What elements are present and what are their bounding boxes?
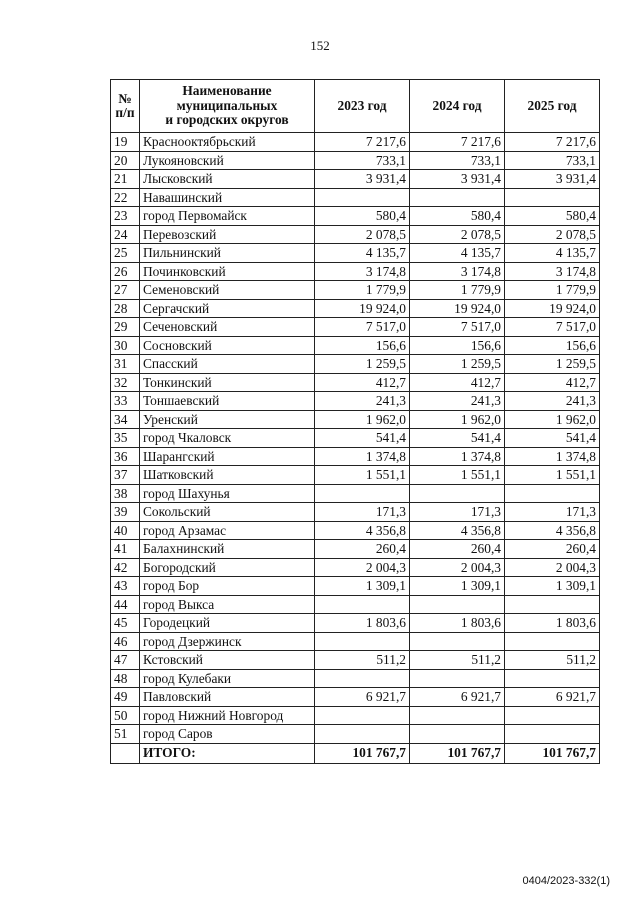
row-number: 47 [111,651,140,670]
table-header-row [111,80,600,133]
value-2025: 580,4 [505,207,600,226]
column-header-2023: 2023 год [315,80,410,133]
column-header-number-label: № п/п [115,90,135,120]
municipality-name: Сокольский [140,503,315,522]
value-2024: 7 517,0 [410,318,505,337]
row-number: 33 [111,392,140,411]
value-2023: 733,1 [315,151,410,170]
municipality-name: Сосновский [140,336,315,355]
table-row [111,447,600,466]
value-2024 [410,632,505,651]
municipality-name: город Кулебаки [140,669,315,688]
municipality-name: Лукояновский [140,151,315,170]
row-number: 42 [111,558,140,577]
row-number: 46 [111,632,140,651]
table-row [111,299,600,318]
total-number-cell [111,743,140,763]
value-2024: 541,4 [410,429,505,448]
value-2023: 260,4 [315,540,410,559]
table-row [111,706,600,725]
value-2023: 6 921,7 [315,688,410,707]
row-number: 36 [111,447,140,466]
municipality-name: город Дзержинск [140,632,315,651]
table-row [111,725,600,744]
value-2023 [315,725,410,744]
value-2024: 4 356,8 [410,521,505,540]
municipality-name: Перевозский [140,225,315,244]
value-2023: 4 135,7 [315,244,410,263]
document-code: 0404/2023-332(1) [522,875,610,887]
value-2025: 1 374,8 [505,447,600,466]
value-2025 [505,595,600,614]
value-2024: 1 803,6 [410,614,505,633]
value-2025: 3 174,8 [505,262,600,281]
row-number: 50 [111,706,140,725]
value-2025: 1 309,1 [505,577,600,596]
value-2024: 19 924,0 [410,299,505,318]
row-number: 22 [111,188,140,207]
municipality-name: Уренский [140,410,315,429]
value-2023 [315,706,410,725]
table-row [111,595,600,614]
row-number: 26 [111,262,140,281]
total-2023: 101 767,7 [315,743,410,763]
value-2025 [505,188,600,207]
value-2025: 156,6 [505,336,600,355]
value-2023: 156,6 [315,336,410,355]
value-2024: 7 217,6 [410,133,505,152]
municipality-name: город Выкса [140,595,315,614]
value-2023: 2 078,5 [315,225,410,244]
municipality-name: Балахнинский [140,540,315,559]
municipality-name: Семеновский [140,281,315,300]
value-2023: 19 924,0 [315,299,410,318]
row-number: 23 [111,207,140,226]
table-row [111,521,600,540]
value-2024 [410,188,505,207]
row-number: 28 [111,299,140,318]
municipality-name: Пильнинский [140,244,315,263]
value-2025: 541,4 [505,429,600,448]
value-2025: 4 356,8 [505,521,600,540]
column-header-name [140,80,315,133]
value-2023: 580,4 [315,207,410,226]
value-2023: 241,3 [315,392,410,411]
municipality-name: Шатковский [140,466,315,485]
value-2025: 4 135,7 [505,244,600,263]
municipality-name: Городецкий [140,614,315,633]
table-row [111,651,600,670]
value-2023 [315,595,410,614]
row-number: 20 [111,151,140,170]
municipality-name: Лысковский [140,170,315,189]
value-2023: 541,4 [315,429,410,448]
value-2025 [505,632,600,651]
value-2025: 6 921,7 [505,688,600,707]
value-2024 [410,706,505,725]
value-2025: 7 517,0 [505,318,600,337]
value-2023 [315,669,410,688]
table-row [111,262,600,281]
value-2025 [505,706,600,725]
value-2025: 1 779,9 [505,281,600,300]
row-number: 24 [111,225,140,244]
budget-table [110,79,600,764]
value-2023: 1 309,1 [315,577,410,596]
value-2024: 1 779,9 [410,281,505,300]
table-row [111,558,600,577]
value-2024: 171,3 [410,503,505,522]
value-2024: 156,6 [410,336,505,355]
row-number: 27 [111,281,140,300]
value-2024 [410,669,505,688]
row-number: 21 [111,170,140,189]
table-row [111,225,600,244]
value-2024: 241,3 [410,392,505,411]
row-number: 44 [111,595,140,614]
value-2025 [505,669,600,688]
row-number: 48 [111,669,140,688]
value-2025: 3 931,4 [505,170,600,189]
value-2025: 241,3 [505,392,600,411]
table-row [111,188,600,207]
value-2024: 3 931,4 [410,170,505,189]
table-row [111,429,600,448]
value-2024 [410,595,505,614]
row-number: 43 [111,577,140,596]
table-row [111,373,600,392]
value-2025: 2 004,3 [505,558,600,577]
row-number: 29 [111,318,140,337]
value-2023 [315,632,410,651]
value-2023: 1 551,1 [315,466,410,485]
column-header-number [111,80,140,133]
value-2025: 1 259,5 [505,355,600,374]
row-number: 30 [111,336,140,355]
value-2025 [505,725,600,744]
municipality-name: Спасский [140,355,315,374]
value-2024: 1 374,8 [410,447,505,466]
municipality-name: город Чкаловск [140,429,315,448]
value-2025: 1 803,6 [505,614,600,633]
table-row [111,410,600,429]
table-body [111,133,600,744]
value-2023: 3 174,8 [315,262,410,281]
row-number: 19 [111,133,140,152]
total-2024: 101 767,7 [410,743,505,763]
municipality-name: Шарангский [140,447,315,466]
value-2023: 1 803,6 [315,614,410,633]
value-2024: 580,4 [410,207,505,226]
row-number: 32 [111,373,140,392]
municipality-name: город Бор [140,577,315,596]
row-number: 41 [111,540,140,559]
value-2023: 7 217,6 [315,133,410,152]
value-2023: 2 004,3 [315,558,410,577]
table-row [111,577,600,596]
value-2024: 511,2 [410,651,505,670]
value-2025: 7 217,6 [505,133,600,152]
value-2025: 1 551,1 [505,466,600,485]
municipality-name: город Арзамас [140,521,315,540]
value-2024: 733,1 [410,151,505,170]
value-2024: 2 004,3 [410,558,505,577]
table-row [111,318,600,337]
table-row [111,632,600,651]
table-row [111,355,600,374]
row-number: 51 [111,725,140,744]
value-2024: 260,4 [410,540,505,559]
value-2024: 412,7 [410,373,505,392]
municipality-name: Навашинский [140,188,315,207]
row-number: 37 [111,466,140,485]
value-2023 [315,188,410,207]
value-2025: 733,1 [505,151,600,170]
table-row [111,503,600,522]
value-2023: 7 517,0 [315,318,410,337]
column-header-2024: 2024 год [410,80,505,133]
total-2025: 101 767,7 [505,743,600,763]
municipality-name: город Нижний Новгород [140,706,315,725]
value-2023: 171,3 [315,503,410,522]
municipality-name: Тоншаевский [140,392,315,411]
value-2024 [410,484,505,503]
value-2023: 1 259,5 [315,355,410,374]
value-2024 [410,725,505,744]
municipality-name: Богородский [140,558,315,577]
municipality-name: Кстовский [140,651,315,670]
municipality-name: город Саров [140,725,315,744]
table-row [111,281,600,300]
total-row [111,743,600,763]
table-row [111,170,600,189]
total-label: ИТОГО: [140,743,315,763]
municipality-name: Краснооктябрьский [140,133,315,152]
municipality-name: Сергачский [140,299,315,318]
municipality-name: Тонкинский [140,373,315,392]
value-2024: 1 962,0 [410,410,505,429]
value-2024: 2 078,5 [410,225,505,244]
page-number: 152 [310,38,330,53]
value-2024: 1 259,5 [410,355,505,374]
value-2025: 1 962,0 [505,410,600,429]
table-row [111,392,600,411]
value-2024: 4 135,7 [410,244,505,263]
row-number: 45 [111,614,140,633]
table-row [111,133,600,152]
table-row [111,484,600,503]
municipality-name: Павловский [140,688,315,707]
value-2023: 4 356,8 [315,521,410,540]
value-2025 [505,484,600,503]
row-number: 25 [111,244,140,263]
value-2025: 412,7 [505,373,600,392]
municipality-name: Починковский [140,262,315,281]
row-number: 38 [111,484,140,503]
row-number: 31 [111,355,140,374]
value-2023: 1 779,9 [315,281,410,300]
table-row [111,669,600,688]
municipality-name: город Шахунья [140,484,315,503]
value-2023: 1 962,0 [315,410,410,429]
table-row [111,207,600,226]
value-2025: 511,2 [505,651,600,670]
value-2023: 3 931,4 [315,170,410,189]
row-number: 49 [111,688,140,707]
table-row [111,336,600,355]
row-number: 34 [111,410,140,429]
value-2025: 2 078,5 [505,225,600,244]
value-2024: 1 309,1 [410,577,505,596]
table-row [111,466,600,485]
value-2023: 412,7 [315,373,410,392]
municipality-name: город Первомайск [140,207,315,226]
municipality-name: Сеченовский [140,318,315,337]
value-2024: 3 174,8 [410,262,505,281]
value-2024: 6 921,7 [410,688,505,707]
table-row [111,540,600,559]
value-2023: 1 374,8 [315,447,410,466]
value-2023: 511,2 [315,651,410,670]
table-row [111,151,600,170]
value-2025: 260,4 [505,540,600,559]
table-row [111,614,600,633]
value-2024: 1 551,1 [410,466,505,485]
table-row [111,244,600,263]
row-number: 39 [111,503,140,522]
value-2025: 19 924,0 [505,299,600,318]
column-header-name-label: Наименование муниципальных и городских округов [165,83,289,128]
row-number: 35 [111,429,140,448]
value-2023 [315,484,410,503]
value-2025: 171,3 [505,503,600,522]
row-number: 40 [111,521,140,540]
column-header-2025: 2025 год [505,80,600,133]
table-row [111,688,600,707]
